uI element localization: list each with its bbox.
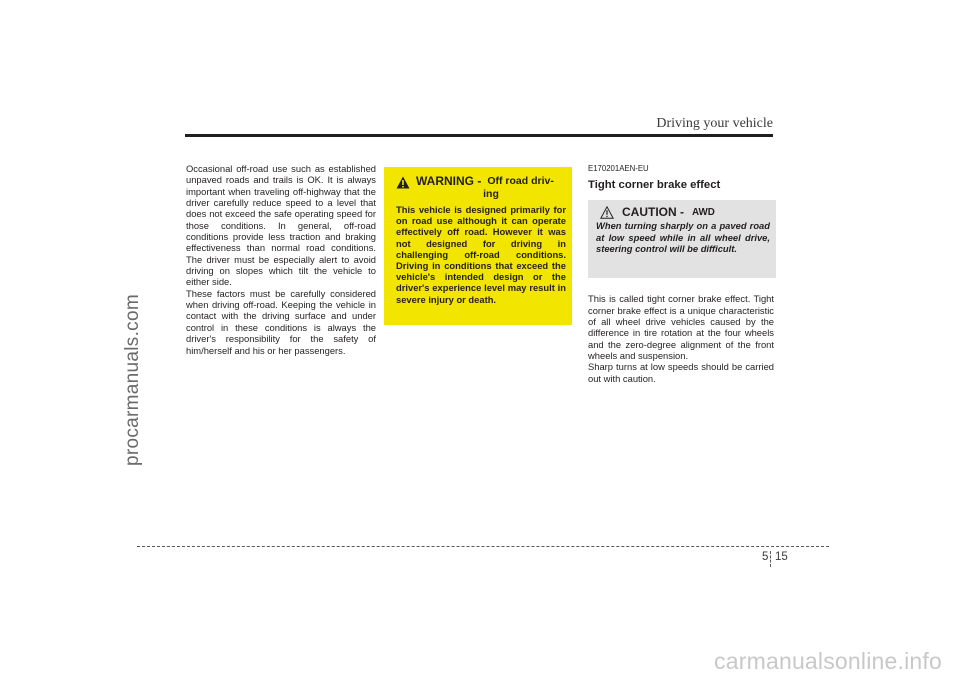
warning-subtitle: Off road driv-: [487, 175, 554, 187]
caution-heading: [596, 206, 770, 219]
header-rule: [185, 134, 773, 137]
warning-heading: [396, 175, 566, 189]
body-paragraph: These factors must be carefully considered when driving off-road. Keeping the vehicle in contact with the driving surface and under control in these conditions is always the driver's responsibility for the safety of him/herself and his or her passengers.: [186, 287, 376, 356]
bottom-watermark: carmanualsonline.info: [714, 648, 942, 674]
warning-subtitle-cont: ing: [483, 188, 499, 200]
caution-triangle-icon: [600, 206, 614, 219]
page-number-separator: [770, 551, 771, 567]
body-paragraph: This is called tight corner brake effect. Tight corner brake effect is a unique characteristic of all wheel drive vehicles caused by the difference in tire rotation at the four wheels and the zero-degree alignment of the front wheels and suspension.: [588, 293, 774, 362]
warning-triangle-icon: [396, 176, 410, 189]
body-paragraph: Sharp turns at low speeds should be carried out with caution.: [588, 361, 774, 384]
right-column: [588, 163, 774, 384]
caution-text: When turning sharply on a paved road at low speed while in all wheel drive, steering control will be difficult.: [596, 220, 770, 254]
chapter-number: 5: [762, 551, 769, 563]
section-title: Driving your vehicle: [656, 116, 773, 131]
caution-box: [588, 200, 776, 278]
footer-rule: [137, 546, 829, 547]
page-number: 15: [775, 551, 788, 563]
reference-code: E170201AEN-EU: [588, 164, 649, 173]
warning-box: [384, 167, 572, 325]
sub-heading: Tight corner brake effect: [588, 179, 721, 192]
left-column: [186, 163, 376, 356]
warning-title: WARNING -: [416, 174, 482, 188]
warning-text: This vehicle is designed primarily for on road use although it can operate effectively off road. However it was not designed for driving in challenging off-road conditions. Driving in conditions that exceed the vehicle's intended design or the driver's experience level may result in severe injury or death.: [396, 204, 566, 305]
caution-subtitle: AWD: [692, 207, 715, 219]
caution-title: CAUTION -: [622, 205, 684, 220]
body-paragraph: Occasional off-road use such as established unpaved roads and trails is OK. It is always important when traveling off-highway that the driver carefully reduce speed to a level that does not exceed the safe operating speed for those conditions. In general, off-road conditions provide less traction and braking effectiveness than normal road conditions. The driver must be especially alert to avoid driving on slopes which tilt the vehicle to either side.: [186, 163, 376, 288]
side-watermark: procarmanuals.com: [122, 294, 143, 466]
